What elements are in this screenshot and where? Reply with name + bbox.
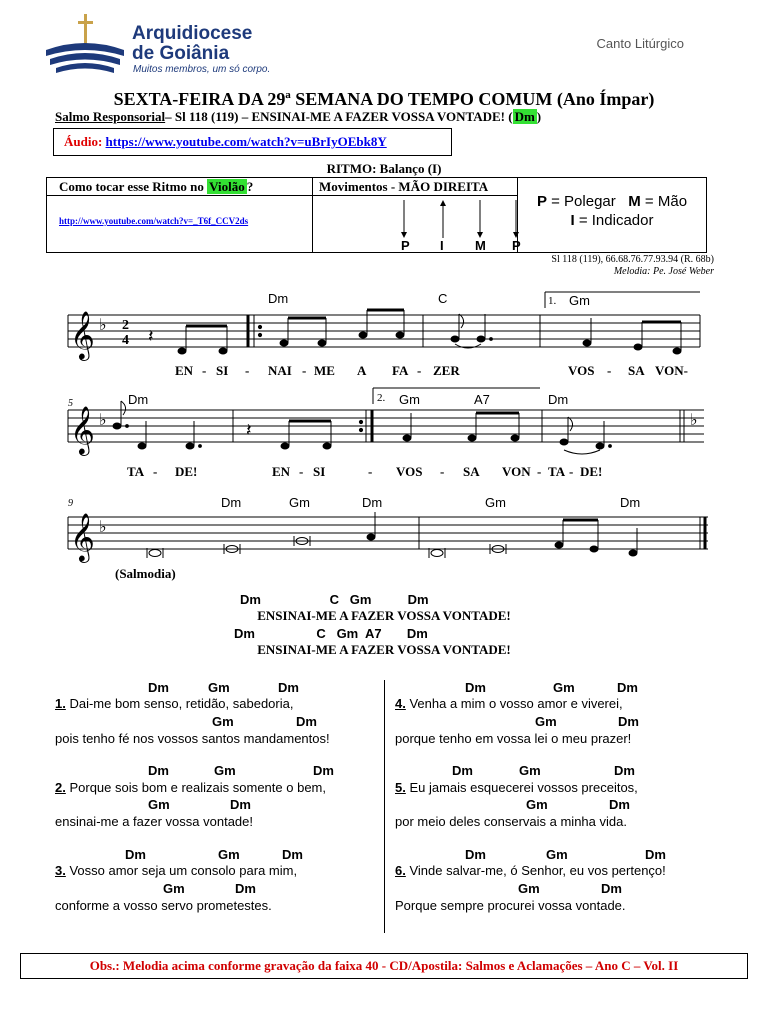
verse-chord: Dm: [465, 847, 486, 862]
legend-key-m: M: [628, 193, 641, 210]
guitar-video-link[interactable]: http://www.youtube.com/watch?v=_T6f_CCV2ds: [59, 216, 249, 226]
chord-label: Gm: [569, 293, 590, 308]
lyric-syllable: EN: [175, 363, 194, 378]
flat-icon: ♭: [99, 410, 107, 429]
verse-chord: Dm: [601, 881, 622, 896]
legend-value-p: = Polegar: [546, 193, 629, 210]
psalm-subtitle: [55, 109, 541, 125]
legend-value-i: = Indicador: [574, 212, 654, 229]
chorus-chords-2: Dm C Gm A7 Dm: [234, 626, 428, 641]
verse-number: 6.: [395, 863, 406, 878]
lyric-syllable: -: [153, 464, 158, 479]
lyric-syllable: SA: [463, 464, 480, 479]
verse-text: Porque sois bom e realizais somente o bem,: [69, 780, 326, 795]
verse-chord: Gm: [214, 763, 236, 778]
time-signature-top: 2: [122, 318, 129, 333]
verse-chord: Dm: [609, 797, 630, 812]
verse-line: [395, 696, 623, 711]
verse-number: 2.: [55, 780, 66, 795]
section-label: Canto Litúrgico: [596, 36, 684, 51]
verse-number: 3.: [55, 863, 66, 878]
verse-chord: Gm: [535, 714, 557, 729]
chord-label: Gm: [399, 392, 420, 407]
lyrics-line-1: [175, 363, 688, 378]
lyric-syllable: A: [357, 363, 367, 378]
guitar-link-cell: [47, 196, 313, 252]
guitar-header-suffix: ?: [246, 179, 254, 194]
ending-label: 1.: [548, 295, 557, 307]
lyric-syllable: SI: [216, 363, 229, 378]
verse-text: Eu jamais esquecerei vossos preceitos,: [405, 780, 638, 795]
verse-line: ensinai-me a fazer vossa vontade!: [55, 814, 253, 829]
guitar-header-prefix: Como tocar esse Ritmo no: [59, 179, 208, 194]
chorus-line-2: ENSINAI-ME A FAZER VOSSA VONTADE!: [257, 642, 511, 657]
movement-label: M: [475, 238, 486, 253]
subtitle-suffix: ): [536, 109, 542, 124]
chord-label: Dm: [221, 495, 242, 510]
guitar-how-to-header: [47, 178, 313, 196]
lyric-syllable: ZER: [433, 363, 460, 378]
chord-label: Dm: [128, 392, 149, 407]
verse-line: por meio deles conservais a minha vida.: [395, 814, 627, 829]
lyric-syllable: EN: [272, 464, 291, 479]
flat-icon: ♭: [99, 315, 107, 334]
measure-number: 9: [68, 498, 73, 509]
lyric-syllable: -: [440, 464, 445, 479]
verse-text: Vosso amor seja um consolo para mim,: [69, 863, 298, 878]
lyric-syllable: -: [607, 363, 612, 378]
chord-label: Dm: [548, 392, 569, 407]
verse-text: Dai-me bom senso, retidão, sabedoria,: [69, 696, 294, 711]
column-divider: [384, 680, 385, 933]
movements-header: Movimentos - MÃO DIREITA: [313, 178, 518, 196]
verse-chord: Gm: [553, 680, 575, 695]
verse-chord: Dm: [278, 680, 299, 695]
lyric-syllable: -: [368, 464, 373, 479]
movement-label: I: [440, 238, 444, 253]
verse-chord: Dm: [618, 714, 639, 729]
arrow-down-icon: [477, 200, 483, 238]
verse-line: porque tenho em vossa lei o meu prazer!: [395, 731, 632, 746]
guitar-highlight: Violão: [209, 179, 245, 194]
lyric-syllable: -: [202, 363, 207, 378]
lyric-syllable: -: [417, 363, 422, 378]
chord-label: Dm: [620, 495, 641, 510]
chord-label: Gm: [485, 495, 506, 510]
lyric-syllable: TA: [548, 464, 566, 479]
lyric-syllable: VON: [502, 464, 531, 479]
verse-line: Porque sempre procurei vossa vontade.: [395, 898, 626, 913]
audio-link[interactable]: https://www.youtube.com/watch?v=uBrIyOEbk8Y: [105, 134, 387, 149]
lyric-syllable: SA: [628, 363, 645, 378]
verse-chord: Dm: [614, 763, 635, 778]
music-score: [0, 280, 768, 585]
treble-clef-icon: 𝄞: [70, 310, 95, 359]
verse-chord: Gm: [208, 680, 230, 695]
verse-line: [55, 780, 326, 795]
verse-chord: Dm: [148, 680, 169, 695]
staff-system-3: [68, 517, 708, 549]
rhythm-table: [46, 177, 707, 253]
flat-icon: ♭: [99, 517, 107, 536]
subtitle-text: – Sl 118 (119) – ENSINAI-ME A FAZER VOSSA VONTADE! (: [165, 109, 513, 124]
arrow-up-icon: [440, 200, 446, 238]
lyric-syllable: VOS: [396, 464, 423, 479]
verse-line: [55, 696, 293, 711]
verse-chord: Gm: [218, 847, 240, 862]
key-badge: Dm: [514, 109, 535, 124]
verse-chord: Gm: [212, 714, 234, 729]
verse-chord: Gm: [148, 797, 170, 812]
verse-chord: Dm: [125, 847, 146, 862]
verse-chord: Gm: [546, 847, 568, 862]
chorus-line-1: ENSINAI-ME A FAZER VOSSA VONTADE!: [257, 608, 511, 623]
treble-clef-icon: 𝄞: [70, 512, 95, 561]
verse-chord: Gm: [518, 881, 540, 896]
salmodia-label: (Salmodia): [115, 566, 176, 581]
verse-chord: Dm: [230, 797, 251, 812]
lyric-syllable: SI: [313, 464, 326, 479]
staff-system-2: [68, 388, 704, 442]
treble-clef-icon: 𝄞: [70, 405, 95, 454]
verse-chord: Dm: [645, 847, 666, 862]
movement-label: P: [512, 238, 521, 253]
legend-value-m: = Mão: [640, 193, 688, 210]
subtitle-prefix: Salmo Responsorial: [55, 109, 166, 124]
lyric-syllable: DE!: [580, 464, 603, 479]
verse-number: 5.: [395, 780, 406, 795]
logo-tagline: Muitos membros, um só corpo.: [133, 64, 271, 75]
verse-number: 4.: [395, 696, 406, 711]
note-group: [113, 401, 611, 454]
lyric-syllable: VON-: [655, 363, 688, 378]
audio-label: Áudio:: [64, 134, 103, 149]
legend-key-p: P: [536, 193, 547, 210]
lyric-syllable: -: [245, 363, 250, 378]
lyric-syllable: -: [569, 464, 574, 479]
verse-chord: Gm: [163, 881, 185, 896]
verse-line: [395, 863, 666, 878]
melody-credit: Melodia: Pe. José Weber: [613, 266, 714, 277]
measure-number: 5: [68, 398, 73, 409]
chorus-chords-1: Dm C Gm Dm: [240, 592, 429, 607]
lyrics-line-2: [127, 464, 602, 479]
chord-label: Dm: [362, 495, 383, 510]
note-group: [147, 512, 637, 558]
verse-chord: Dm: [465, 680, 486, 695]
verse-chord: Gm: [526, 797, 548, 812]
lyric-syllable: VOS: [568, 363, 595, 378]
logo-title: [132, 24, 252, 64]
verse-chord: Dm: [617, 680, 638, 695]
lyric-syllable: TA: [127, 464, 145, 479]
verse-line: [395, 780, 638, 795]
chord-label: Gm: [289, 495, 310, 510]
chord-label: Dm: [268, 291, 289, 306]
footer-note: Obs.: Melodia acima conforme gravação da faixa 40 - CD/Apostila: Salmos e Aclamações – Ano C – Vol. II: [20, 953, 748, 979]
rest-icon: 𝄽: [246, 420, 252, 441]
finger-legend: [518, 178, 706, 252]
page-title: SEXTA-FEIRA DA 29ª SEMANA DO TEMPO COMUM (Ano Ímpar): [113, 89, 655, 109]
psalm-reference: Sl 118 (119), 66.68.76.77.93.94 (R. 68b): [551, 254, 714, 265]
staff-system-1: [68, 292, 700, 347]
ending-label: 2.: [377, 392, 386, 404]
lyric-syllable: FA: [392, 363, 409, 378]
lyric-syllable: -: [537, 464, 542, 479]
verse-chord: Dm: [282, 847, 303, 862]
verse-chord: Dm: [296, 714, 317, 729]
verse-line: [55, 863, 297, 878]
legend-key-i: I: [570, 212, 575, 229]
lyric-syllable: ME: [314, 363, 335, 378]
rhythm-title: RITMO: Balanço (I): [326, 161, 442, 176]
verse-chord: Dm: [452, 763, 473, 778]
lyric-syllable: NAI: [268, 363, 292, 378]
verse-text: Vinde salvar-me, ó Senhor, eu vos pertenço!: [409, 863, 666, 878]
verse-chord: Dm: [148, 763, 169, 778]
verse-chord: Dm: [235, 881, 256, 896]
movements-diagram: [313, 196, 521, 253]
audio-box: [53, 128, 452, 156]
verse-text: Venha a mim o vosso amor e viverei,: [409, 696, 623, 711]
verse-chord: Gm: [519, 763, 541, 778]
verse-line: pois tenho fé nos vossos santos mandamentos!: [55, 731, 330, 746]
verse-chord: Dm: [313, 763, 334, 778]
chord-label: C: [438, 291, 448, 306]
flat-icon: ♭: [690, 410, 698, 429]
movement-label: P: [401, 238, 410, 253]
lyric-syllable: -: [299, 464, 304, 479]
lyric-syllable: DE!: [175, 464, 198, 479]
lyric-syllable: -: [302, 363, 307, 378]
logo-title-line1: Arquidiocese: [132, 23, 253, 44]
logo-title-line2: de Goiânia: [132, 43, 230, 64]
archdiocese-logo-icon: [40, 14, 130, 76]
chord-label: A7: [474, 392, 490, 407]
time-signature-bottom: 4: [122, 333, 129, 348]
rest-icon: 𝄽: [148, 326, 154, 347]
arrow-down-icon: [401, 200, 407, 238]
verse-line: conforme a vosso servo prometestes.: [55, 898, 272, 913]
verse-number: 1.: [55, 696, 66, 711]
